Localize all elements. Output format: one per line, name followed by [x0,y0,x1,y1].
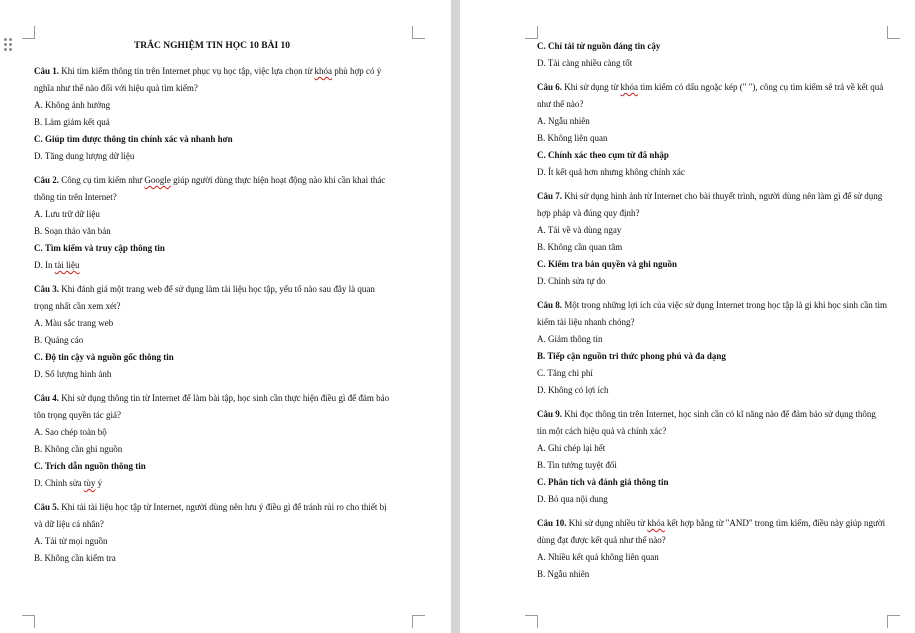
question-text: phù hợp có ý nghĩa như thế nào đối với hiệu quả tìm kiếm? [34,66,382,93]
option [34,550,390,567]
option-text: A. Ghi chép lại hết [537,443,606,453]
question-number: Câu 10. [537,518,567,528]
option [34,332,390,349]
option-text: A. Tải từ mọi nguồn [34,536,108,546]
option [34,315,390,332]
option-text: C. Tăng chi phí [537,368,593,378]
option-text: B. Không cần ghi nguồn [34,444,123,454]
option-text: D. Ít kết quả hơn nhưng không chính xác [537,167,685,177]
question-stem [537,188,887,222]
question-text: Khi sử dụng từ [564,82,621,92]
margin-corner-top-right [412,26,425,39]
question-text: Khi đánh giá một trang web để sử dụng làm tài liệu học tập, yếu tố nào sau đây là quan trọng nhất cần xem xét? [34,284,375,311]
page-gap [451,0,460,633]
margin-corner-top-right [887,26,900,39]
option [537,113,887,130]
option-text: A. Nhiều kết quả không liên quan [537,552,659,562]
option [34,97,390,114]
margin-corner-bottom-left [525,615,538,628]
option-text: A. Tải về và dùng ngay [537,225,622,235]
document-page-left[interactable] [0,0,451,633]
option-text: D. Bỏ qua nội dung [537,494,608,504]
option [537,549,887,566]
option [537,348,887,365]
question-4 [34,390,390,492]
question-text: Khi sử dụng thông tin từ Internet để làm bài tập, học sinh cần thực hiện điều gì để đảm bảo tôn trọng quyền tác giả? [34,393,390,420]
option [34,349,390,366]
question-stem [537,297,887,331]
question-text: giúp người dùng thực hiện hoạt động nào khi cần khai thác thông tin trên Internet? [34,175,386,202]
document-title: TRẮC NGHIỆM TIN HỌC 10 BÀI 10 [133,41,291,51]
option-text: C. Trích dẫn nguồn thông tin [34,461,146,471]
spellcheck-flagged-word[interactable]: Google [144,175,171,185]
option [34,366,390,383]
question-number: Câu 7. [537,191,563,201]
option [34,533,390,550]
question-8 [537,297,887,399]
option-text: B. Soạn thảo văn bản [34,226,111,236]
question-number: Câu 8. [537,300,563,310]
option [34,475,390,492]
option-text: A. Ngẫu nhiên [537,116,590,126]
question-list-left [34,63,390,567]
question-1 [34,63,390,165]
margin-corner-bottom-right [887,615,900,628]
option [34,441,390,458]
question-text: kết hợp bằng từ "AND" trong tìm kiếm, điều này giúp người dùng đạt được kết quả như thế nào? [537,518,886,545]
option-text: D. Số lượng hình ảnh [34,369,112,379]
question-6 [537,79,887,181]
question-text: Khi tải tài liệu học tập từ Internet, người dùng nên lưu ý điều gì để tránh rủi ro cho thiết bị và dữ liệu cá nhân? [34,502,387,529]
spellcheck-flagged-word[interactable]: khóa [314,66,332,76]
option-text: B. Quảng cáo [34,335,84,345]
option [537,491,887,508]
option [537,440,887,457]
question-text: Khi sử dụng hình ảnh từ Internet cho bài thuyết trình, người dùng nên làm gì để sử dụng hợp pháp và đúng quy định? [537,191,883,218]
question-stem [537,406,887,440]
question-9 [537,406,887,508]
option-text: A. Sao chép toàn bộ [34,427,107,437]
option [537,222,887,239]
option-text: D. Tăng dung lượng dữ liệu [34,151,135,161]
option [34,114,390,131]
question-stem [537,515,887,549]
option-text: B. Không cần quan tâm [537,242,623,252]
question-number: Câu 4. [34,393,60,403]
question-10 [537,515,887,583]
option [34,223,390,240]
question-number: Câu 6. [537,82,563,92]
option [537,164,887,181]
question-text: Khi sử dụng nhiều từ [568,518,648,528]
question-number: Câu 9. [537,409,563,419]
option-text: D. In tài liệu [34,260,80,270]
option [537,256,887,273]
question-stem [34,63,390,97]
option-text: B. Không cần kiểm tra [34,553,116,563]
question-7 [537,188,887,290]
question-number: Câu 3. [34,284,60,294]
option [537,457,887,474]
option-text: C. Giúp tìm được thông tin chính xác và nhanh hơn [34,134,233,144]
question-text: Công cụ tìm kiếm như [61,175,145,185]
option [34,458,390,475]
option [537,365,887,382]
option-text: A. Lưu trữ dữ liệu [34,209,100,219]
question-stem [34,281,390,315]
option [34,424,390,441]
question-stem [537,79,887,113]
question-stem [34,390,390,424]
right-page-content [537,38,887,590]
option-text: B. Làm giảm kết quả [34,117,110,127]
option [34,131,390,148]
option: C. Chỉ tải từ nguồn đáng tin cậy [537,41,661,51]
option: D. Tải càng nhiều càng tốt [537,58,633,68]
option [537,331,887,348]
option [34,257,390,274]
question-3 [34,281,390,383]
spellcheck-flagged-word[interactable]: tài liệu [54,260,80,270]
option [537,273,887,290]
option [537,147,887,164]
question-text: Khi đọc thông tin trên Internet, học sinh cần có kĩ năng nào để đảm bảo sử dụng thông tin một cách hiệu quả và chính xác? [537,409,876,436]
question-5-continued [537,38,887,72]
question-text: Khi tìm kiếm thông tin trên Internet phục vụ học tập, việc lựa chọn từ [61,66,315,76]
question-text: Một trong những lợi ích của việc sử dụng Internet trong học tập là gì khi học sinh cần tìm kiếm tài liệu nhanh chóng? [537,300,887,327]
option-text: C. Kiểm tra bản quyền và ghi nguồn [537,259,678,269]
option [537,130,887,147]
spellcheck-flagged-word[interactable]: khóa [620,82,639,92]
document-page-right[interactable] [460,0,915,633]
option-text: D. Chỉnh sửa tùy ý [34,478,103,488]
question-2 [34,172,390,274]
option-text: B. Không liên quan [537,133,608,143]
question-5 [34,499,390,567]
option-text: C. Phân tích và đánh giá thông tin [537,477,669,487]
option [34,148,390,165]
table-move-handle-icon[interactable] [4,38,12,51]
option [537,239,887,256]
option-text: A. Giảm thông tin [537,334,603,344]
question-number: Câu 1. [34,66,60,76]
margin-corner-bottom-left [22,615,35,628]
option-text: A. Không ảnh hưởng [34,100,111,110]
question-text: tìm kiếm có dấu ngoặc kép (" "), công cụ tìm kiếm sẽ trả về kết quả như thế nào? [537,82,884,109]
option [34,206,390,223]
option-text: B. Tin tưởng tuyệt đối [537,460,617,470]
option-text: D. Chỉnh sửa tự do [537,276,606,286]
option-text: A. Màu sắc trang web [34,318,114,328]
option-text: C. Độ tin cậy và nguồn gốc thông tin [34,352,174,362]
option [537,382,887,399]
option-text: B. Tiếp cận nguồn tri thức phong phú và đa dạng [537,351,726,361]
option-text: C. Chính xác theo cụm từ đã nhập [537,150,669,160]
question-stem [34,499,390,533]
option-text: C. Tìm kiếm và truy cập thông tin [34,243,165,253]
question-number: Câu 5. [34,502,60,512]
question-number: Câu 2. [34,175,60,185]
question-list-right [537,79,887,583]
option [537,566,887,583]
spellcheck-flagged-word[interactable]: tùy [83,478,96,488]
spellcheck-flagged-word[interactable]: khóa [647,518,665,528]
option [537,474,887,491]
margin-corner-bottom-right [412,615,425,628]
option-text: D. Không có lợi ích [537,385,609,395]
left-page-content [34,38,390,574]
option [34,240,390,257]
question-stem [34,172,390,206]
option-text: B. Ngẫu nhiên [537,569,590,579]
